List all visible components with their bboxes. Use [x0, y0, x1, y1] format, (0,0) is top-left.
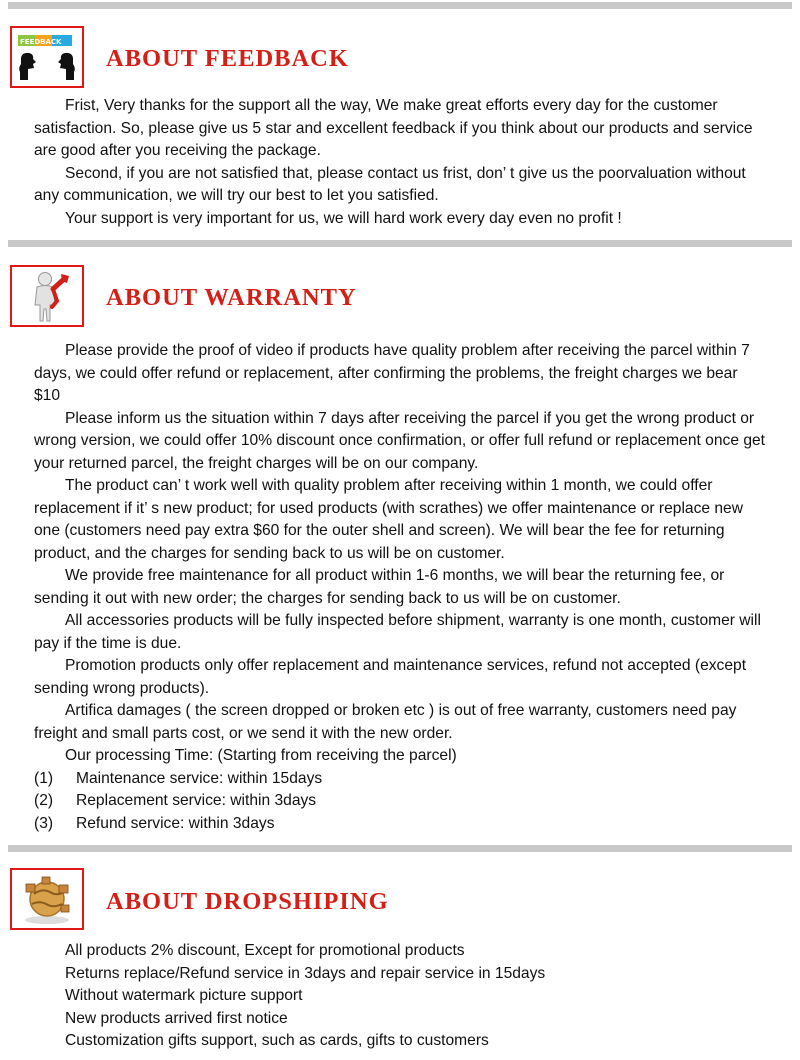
processing-text: Replacement service: within 3days [76, 792, 317, 809]
paragraph: Frist, Very thanks for the support all the way, We make great efforts every day for the customer satisfaction. So, please give us 5 star and excellent feedback if you think about our products and service are good after you receiving the package. [34, 97, 753, 159]
repairman-wrench-icon [10, 265, 84, 327]
dropshipping-list [65, 940, 765, 1053]
processing-number: (1) [34, 769, 54, 787]
processing-item [34, 813, 766, 836]
paragraph: We provide free maintenance for all product within 1-6 months, we will bear the returning fee, or sending it out with new order; the charges for sending back to us will be on customer. [34, 567, 725, 607]
processing-number: (2) [34, 792, 54, 809]
feedback-icon-text: FEEDBACK [20, 38, 62, 46]
paragraph: Please inform us the situation within 7 days after receiving the parcel if you get the wrong product or wrong version, we could offer 10% discount once confirmation, or offer full refund or replacement once get your returned parcel, the freight charges will be on our company. [34, 409, 766, 472]
dropshipping-title: ABOUT DROPSHIPING [106, 888, 389, 915]
processing-text: Maintenance service: within 15days [76, 769, 323, 787]
feedback-title: ABOUT FEEDBACK [106, 45, 349, 72]
warranty-title: ABOUT WARRANTY [106, 284, 357, 311]
processing-text: Refund service: within 3days [76, 814, 275, 832]
paragraph: The product can’ t work well with quality problem after receiving within 1 month, we could offer replacement if it’ s new product; for used products (with scrathes) we offer maintenance or replace new one (customers need pay extra $60 for the outer shell and screen). We will bear the fee for returning product, and the charges for sending back to us will be on customer. [34, 477, 743, 562]
list-item: Returns replace/Refund service in 3days and repair service in 15days [65, 964, 546, 982]
list-item: All products 2% discount, Except for promotional products [65, 942, 465, 959]
paragraph: Please provide the proof of video if products have quality problem after receiving the parcel within 7 days, we could offer refund or replacement, after confirming the problems, the freight charges we bear $10 [34, 342, 750, 404]
feedback-icon [10, 26, 84, 88]
paragraph: Promotion products only offer replacement and maintenance services, refund not accepted (except sending wrong products). [34, 657, 747, 697]
list-item: Without watermark picture support [65, 987, 303, 1004]
globe-boxes-icon [10, 868, 84, 930]
feedback-text [34, 95, 766, 230]
paragraph: Your support is very important for us, we will hard work every day even no profit ! [65, 209, 622, 227]
section-divider [8, 845, 792, 852]
section-divider [8, 240, 792, 247]
list-item: New products arrived first notice [65, 1009, 288, 1027]
processing-number: (3) [34, 814, 54, 832]
paragraph: Second, if you are not satisfied that, please contact us frist, don’ t give us the poorvaluation without any communication, we will try our best to let you satisfied. [34, 164, 746, 204]
paragraph: Artifica damages ( the screen dropped or broken etc ) is out of free warranty, customers need pay freight and small parts cost, or we send it with the new order. [34, 702, 737, 742]
paragraph: All accessories products will be fully inspected before shipment, warranty is one month, customer will pay if the time is due. [34, 612, 761, 652]
processing-item [34, 768, 766, 791]
warranty-text [34, 340, 766, 835]
section-divider [8, 2, 792, 9]
paragraph: Our processing Time: (Starting from receiving the parcel) [65, 747, 457, 764]
list-item: Customization gifts support, such as cards, gifts to customers [65, 1032, 489, 1049]
processing-item [34, 790, 766, 813]
